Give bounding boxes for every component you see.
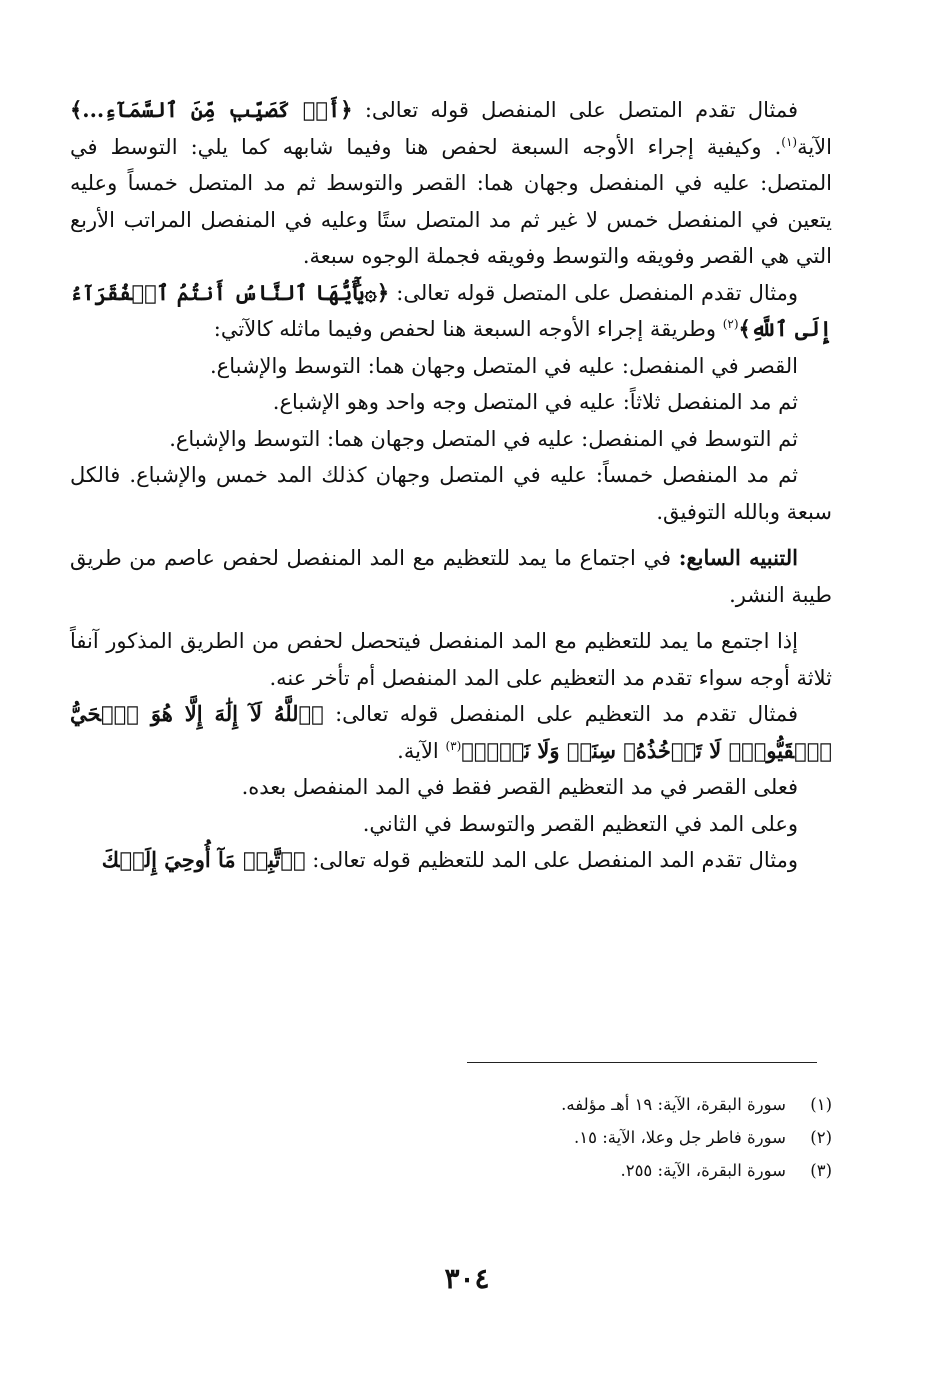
footnote-text: سورة فاطر جل وعلا، الآية: ١٥. xyxy=(574,1128,786,1147)
paragraph-1 xyxy=(70,92,832,275)
paragraph-1-rest: . وكيفية إجراء الأوجه السبعة لحفص هنا وفيما شابهه كما يلي: التوسط في المتصل: عليه في المنفصل وجهان هما: القصر والتوسط ثم مد المتصل خمساً وعليه يتعين في المنفصل خمس لا غير ثم مد المتصل ستًا وعليه في المنفصل المراتب الأربع التي هي القصر وفويقه والتوسط وفويقه فجملة الوجوه سبعة. xyxy=(70,134,832,268)
paragraph-12-text: ومثال تقدم المد المنفصل على المد للتعظيم قوله تعالى: xyxy=(305,848,798,872)
paragraph-1-text: فمثال تقدم المتصل على المنفصل قوله تعالى: xyxy=(352,98,799,122)
footnote-number: (٣) xyxy=(810,1161,832,1180)
footnote-number: (١) xyxy=(810,1095,832,1114)
quran-verse-1: ﴿أَوۡ كَصَيِّبٖ مِّنَ ٱلسَّمَآءِ...﴾ xyxy=(70,97,353,122)
footnote-text: سورة البقرة، الآية: ١٩ أهـ مؤلفه. xyxy=(561,1095,786,1114)
footnotes xyxy=(212,1088,832,1187)
footnote-ref-1: (١) xyxy=(781,134,798,149)
paragraph-12 xyxy=(70,842,832,879)
paragraph-2-text: ومثال تقدم المنفصل على المتصل قوله تعالى: xyxy=(389,280,799,305)
paragraph-9-text: فمثال تقدم مد التعظيم على المنفصل قوله تعالى: xyxy=(323,702,798,726)
paragraph-8: إذا اجتمع ما يمد للتعظيم مع المد المنفصل فيتحصل لحفص من الطريق المذكور آنفاً ثلاثة أوجه سواء تقدم مد التعظيم على المد المنفصل أم تأخر عنه. xyxy=(70,629,832,690)
footnote-ref-3: (٣) xyxy=(445,738,462,753)
footnote-text: سورة البقرة، الآية: ٢٥٥. xyxy=(620,1161,786,1180)
paragraph-6: ثم مد المنفصل خمساً: عليه في المتصل وجهان كذلك المد خمس والإشباع. فالكل سبعة وبالله التوفيق. xyxy=(70,463,832,524)
paragraph-2 xyxy=(70,275,832,348)
footnote-2 xyxy=(212,1121,832,1154)
quran-verse-3: ﴿ٱللَّهُ لَآ إِلَٰهَ إِلَّا هُوَ ٱلۡحَيُّ ٱلۡقَيُّومُۚ لَا تَأۡخُذُهُۥ سِنَةٞ وَلَا نَوۡمٞ﴾ xyxy=(70,701,832,763)
page-number: ٣٠٤ xyxy=(444,1262,490,1295)
paragraph-3: القصر في المنفصل: عليه في المتصل وجهان هما: التوسط والإشباع. xyxy=(210,353,798,378)
paragraph-1-after: الآية xyxy=(797,134,832,159)
paragraph-9 xyxy=(70,696,832,769)
footnote-ref-2: (٢) xyxy=(722,317,739,331)
paragraph-7-text: في اجتماع ما يمد للتعظيم مع المد المنفصل لحفص عاصم من طريق طيبة النشر. xyxy=(70,546,832,607)
paragraph-7 xyxy=(70,540,832,613)
footnote-1 xyxy=(212,1088,832,1121)
footnote-divider xyxy=(467,1062,817,1063)
paragraph-2-rest: وطريقة إجراء الأوجه السبعة هنا لحفص وفيما ماثله كالآتي: xyxy=(213,317,723,341)
quran-verse-2: ﴿۞يَٰٓأَيُّهَا ٱلنَّاسُ أَنتُمُ ٱلۡفُقَرَآءُ إِلَى ٱللَّهِ﴾ xyxy=(70,279,832,341)
footnote-3 xyxy=(212,1154,832,1187)
paragraph-9-rest: الآية. xyxy=(397,738,446,763)
paragraph-5: ثم التوسط في المنفصل: عليه في المتصل وجهان هما: التوسط والإشباع. xyxy=(169,426,798,451)
paragraph-4: ثم مد المنفصل ثلاثاً: عليه في المتصل وجه واحد وهو الإشباع. xyxy=(272,390,798,414)
paragraph-10: فعلى القصر في مد التعظيم القصر فقط في المد المنفصل بعده. xyxy=(241,775,798,799)
quran-verse-4: ﴿ٱتَّبِعۡ مَآ أُوحِيَ إِلَيۡكَ xyxy=(101,847,306,872)
section-heading-label: التنبيه السابع: xyxy=(678,545,798,570)
main-text xyxy=(70,92,832,879)
paragraph-11: وعلى المد في التعظيم القصر والتوسط في الثاني. xyxy=(362,811,798,836)
footnote-number: (٢) xyxy=(810,1128,832,1147)
